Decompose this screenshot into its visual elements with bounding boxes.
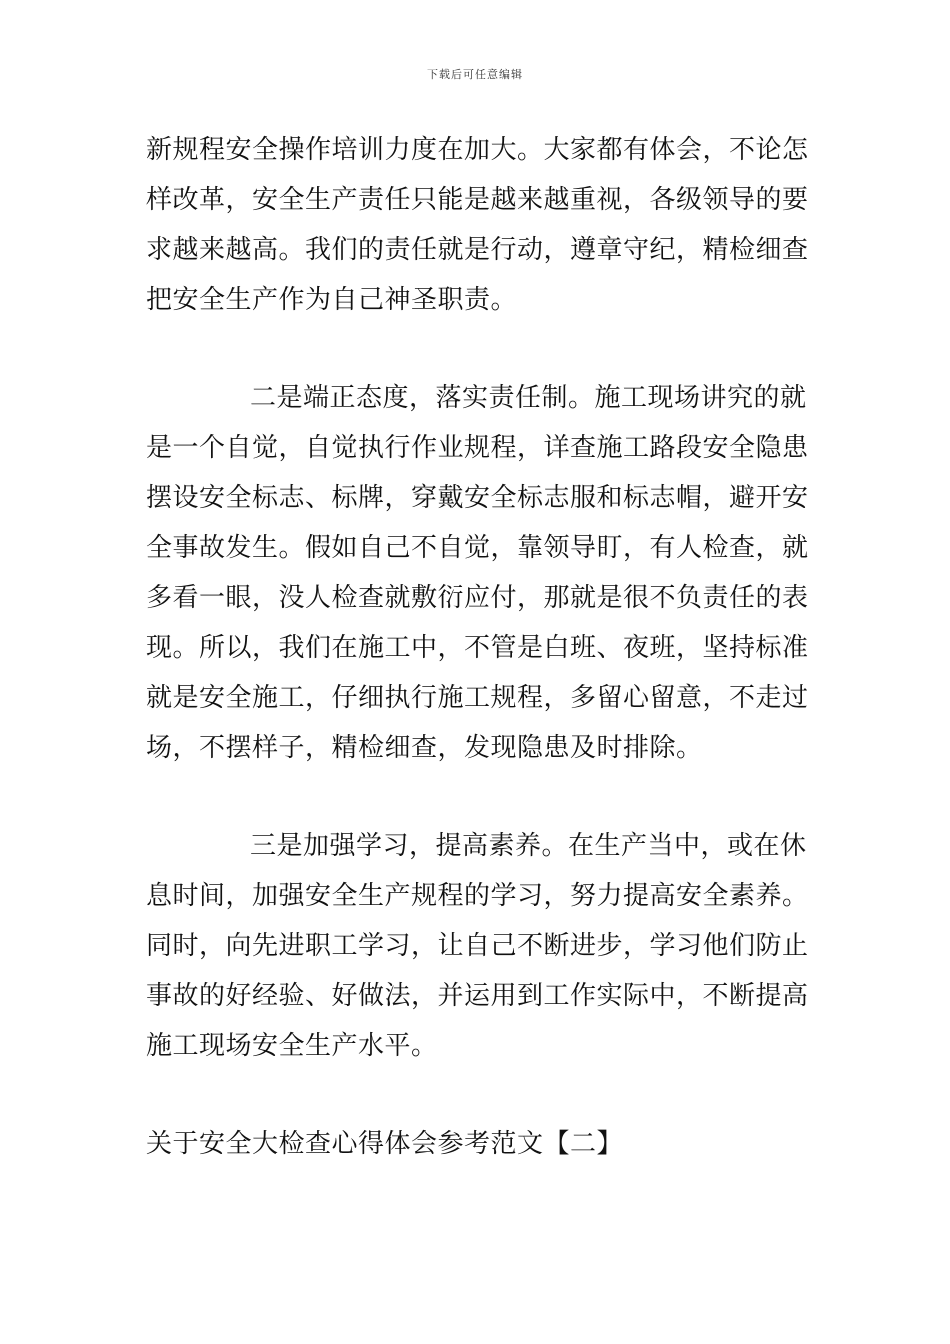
paragraph-1-line-2: 样改革，安全生产责任只能是越来越重视，各级领导的要 [146,185,809,215]
paragraph-1-line-1: 新规程安全操作培训力度在加大。大家都有体会，不论怎 [146,135,809,165]
section-title: 关于安全大检查心得体会参考范文【二】 [146,1129,624,1159]
header-note: 下载后可任意编辑 [427,68,523,81]
paragraph-3-line-3: 同时，向先进职工学习，让自己不断进步，学习他们防止 [146,931,809,961]
paragraph-2-line-3: 摆设安全标志、标牌，穿戴安全标志服和标志帽，避开安 [146,483,809,513]
paragraph-3-line-1: 三是加强学习，提高素养。在生产当中，或在休 [250,831,807,861]
paragraph-3-line-5: 施工现场安全生产水平。 [146,1031,438,1061]
paragraph-2-line-8: 场，不摆样子，精检细查，发现隐患及时排除。 [146,733,703,763]
paragraph-2-line-7: 就是安全施工，仔细执行施工规程，多留心留意，不走过 [146,683,809,713]
paragraph-2-line-6: 现。所以，我们在施工中，不管是白班、夜班，坚持标准 [146,633,809,663]
paragraph-2-line-2: 是一个自觉，自觉执行作业规程，详查施工路段安全隐患 [146,433,809,463]
paragraph-2-line-4: 全事故发生。假如自己不自觉，靠领导盯，有人检查，就 [146,533,809,563]
paragraph-1-line-3: 求越来越高。我们的责任就是行动，遵章守纪，精检细查 [146,235,809,265]
paragraph-1-line-4: 把安全生产作为自己神圣职责。 [146,285,518,315]
paragraph-2-line-1: 二是端正态度，落实责任制。施工现场讲究的就 [250,383,807,413]
paragraph-3-line-4: 事故的好经验、好做法，并运用到工作实际中，不断提高 [146,981,809,1011]
paragraph-2-line-5: 多看一眼，没人检查就敷衍应付，那就是很不负责任的表 [146,583,809,613]
paragraph-3-line-2: 息时间，加强安全生产规程的学习，努力提高安全素养。 [146,881,809,911]
